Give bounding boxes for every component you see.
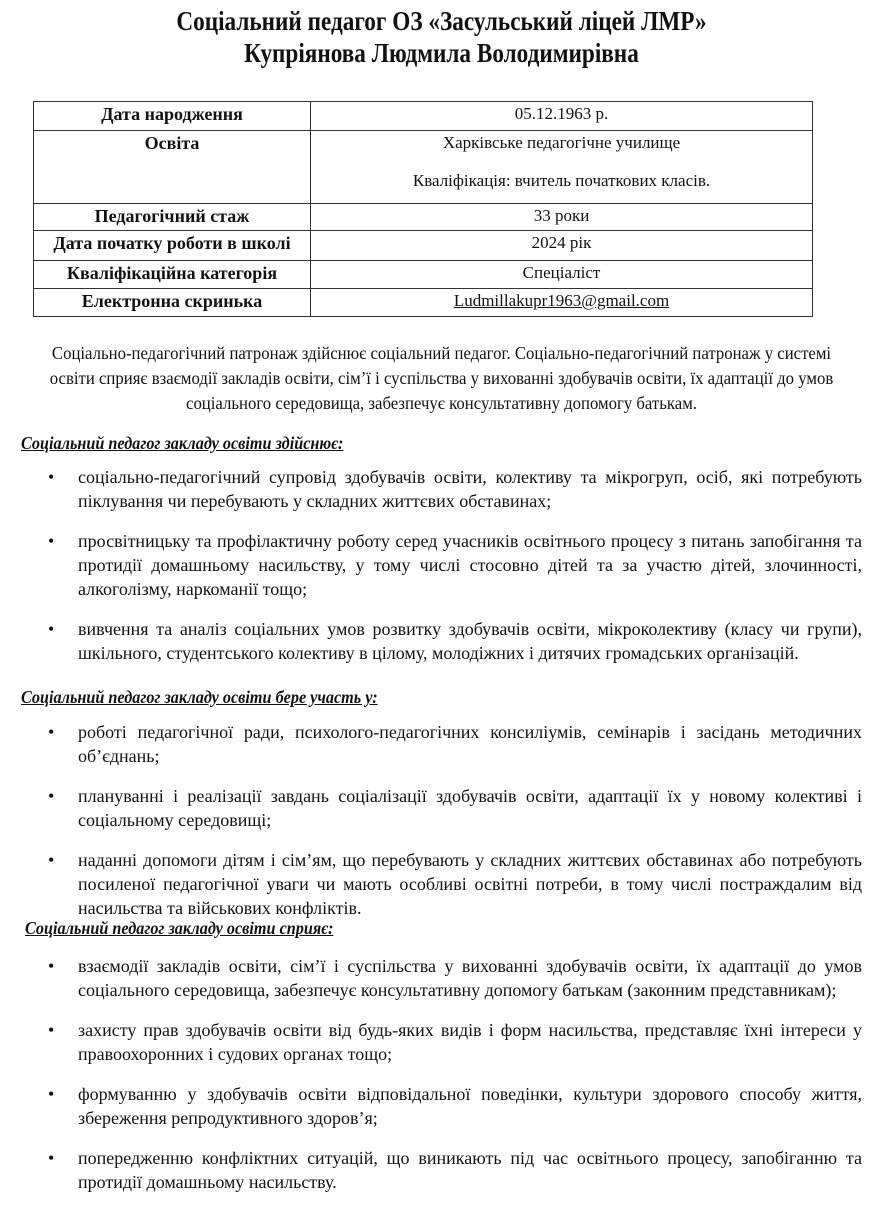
list-item: • соціально-педагогічний супровід здобувачів освіти, колективу та мікрогруп, осіб, які потребують піклування чи перебувають у складних життєвих обставинах; [48, 467, 862, 511]
table-row [34, 289, 813, 317]
row-value [311, 131, 813, 204]
title-person-name: Купріянова Людмила Володимирівна [244, 38, 639, 68]
bullet-icon: • [48, 1084, 55, 1104]
row-value: Спеціаліст [311, 261, 813, 289]
list-item: • наданні допомоги дітям і сім’ям, що перебувають у складних життєвих обставинах або потребують посиленої педагогічної уваги чи мають особливі освітні потреби, в тому числі постраждалим від насильства та військових конфліктів. [48, 850, 862, 918]
list-item: • плануванні і реалізації завдань соціалізації здобувачів освіти, адаптації їх у новому колективі і соціальному середовищі; [48, 786, 862, 830]
list-item: • захисту прав здобувачів освіти від будь-яких видів і форм насильства, представляє їхні інтереси у правоохоронних і судових органах тощо; [48, 1020, 862, 1064]
education-institution: Харківське педагогічне училище [442, 133, 681, 152]
row-label: Дата початку роботи в школі [34, 231, 311, 261]
list-item: • формуванню у здобувачів освіти відповідальної поведінки, культури здорового способу життя, збереження репродуктивного здоров’я; [48, 1084, 862, 1128]
title-position: Соціальний педагог ОЗ «Засульський ліцей ЛМР» [176, 6, 707, 36]
table-row [34, 204, 813, 231]
list-item: • взаємодії закладів освіти, сім’ї і суспільства у вихованні здобувачів освіти, їх адаптації до умов соціального середовища, забезпечує консультативну допомогу батькам (законним представникам); [48, 956, 862, 1000]
bullet-icon: • [48, 531, 55, 551]
page-title [62, 5, 821, 69]
row-value: 2024 рік [311, 231, 813, 261]
section-heading-performs: Соціальний педагог закладу освіти здійснює: [21, 433, 344, 453]
row-label: Дата народження [34, 102, 311, 131]
table-row [34, 261, 813, 289]
row-value [311, 289, 813, 317]
bullet-icon: • [48, 1020, 55, 1040]
intro-paragraph: Соціально-педагогічний патронаж здійснює соціальний педагог. Соціально-педагогічний патронаж у системі освіти сприяє взаємодії закладів освіти, сім’ї і суспільства у вихованні здобувачів освіти, їх адаптації до умов соціального середовища, забезпечує консультативну допомогу батькам. [49, 343, 834, 413]
row-label: Електронна скринька [34, 289, 311, 317]
bullet-icon: • [48, 1148, 55, 1168]
row-label: Кваліфікаційна категорія [34, 261, 311, 289]
row-value: 33 роки [311, 204, 813, 231]
list-promotes [0, 954, 883, 1210]
bullet-icon: • [48, 850, 55, 870]
row-value: 05.12.1963 р. [311, 102, 813, 131]
bullet-icon: • [48, 786, 55, 806]
section-heading-promotes: Соціальний педагог закладу освіти сприяє: [25, 918, 334, 938]
bullet-icon: • [48, 956, 55, 976]
list-item: • роботі педагогічної ради, психолого-педагогічних консиліумів, семінарів і засідань методичних об’єднань; [48, 722, 862, 766]
education-qualification: Кваліфікація: вчитель початкових класів. [412, 171, 711, 190]
list-item: • просвітницьку та профілактичну роботу серед учасників освітнього процесу з питань запобігання та протидії домашньому насильству, у тому числі стосовно дітей та за участю дітей, злочинності, алкоголізму, наркоманії тощо; [48, 531, 862, 599]
bullet-icon: • [48, 722, 55, 742]
bullet-icon: • [48, 619, 55, 639]
email-link[interactable]: Ludmillakupr1963@gmail.com [453, 291, 670, 310]
row-label: Педагогічний стаж [34, 204, 311, 231]
list-item: • попередженню конфліктних ситуацій, що виникають під час освітнього процесу, запобіганню та протидії домашньому насильству. [48, 1148, 862, 1192]
row-label: Освіта [34, 131, 311, 204]
list-item: • вивчення та аналіз соціальних умов розвитку здобувачів освіти, мікроколективу (класу чи групи), шкільного, студентського колективу в цілому, молодіжних і дитячих громадських організацій. [48, 619, 862, 663]
section-heading-participates: Соціальний педагог закладу освіти бере участь у: [21, 687, 378, 707]
info-table [33, 101, 813, 317]
list-performs [0, 465, 883, 681]
bullet-icon: • [48, 467, 55, 487]
table-row [34, 131, 813, 204]
list-participates [0, 720, 883, 936]
table-row [34, 231, 813, 261]
table-row [34, 102, 813, 131]
